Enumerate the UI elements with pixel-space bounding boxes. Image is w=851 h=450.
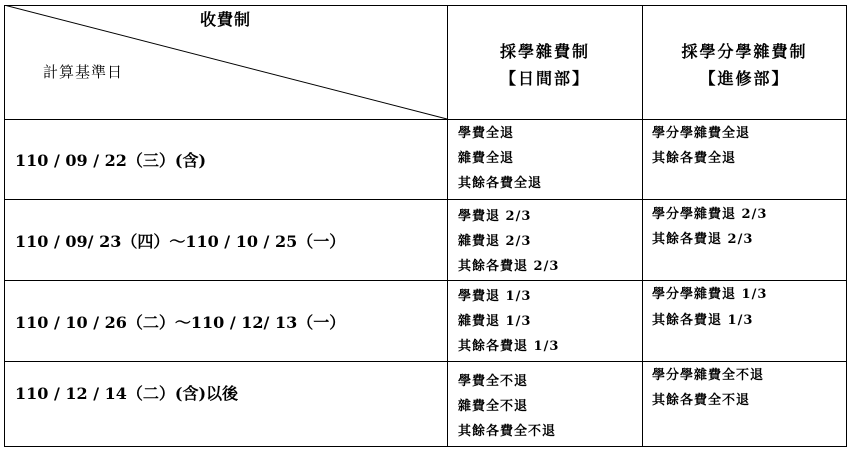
day-division-header-line2: 【日間部】 xyxy=(499,69,590,88)
night-refund-rule: 學分學雜費全不退 xyxy=(652,368,765,383)
day-refund-rule: 雜費全不退 xyxy=(458,399,529,414)
day-refund-rule: 雜費退 2/3 xyxy=(458,234,532,249)
day-refund-rule: 雜費全退 xyxy=(458,151,515,166)
day-refund-rule: 雜費退 1/3 xyxy=(458,314,532,329)
base-date-label: 計算基準日 xyxy=(43,63,124,81)
night-refund-rule: 其餘各費退 1/3 xyxy=(652,313,754,328)
night-refund-rule: 學分學雜費退 2/3 xyxy=(652,207,768,222)
day-refund-rule: 其餘各費退 2/3 xyxy=(458,259,560,274)
night-refund-rule: 學分學雜費全退 xyxy=(652,126,751,141)
day-refund-rule: 學費退 1/3 xyxy=(458,289,532,304)
table-border-right xyxy=(846,5,847,447)
day-refund-rule: 其餘各費退 1/3 xyxy=(458,339,560,354)
period-label: 110 / 12 / 14（二）(含)以後 xyxy=(15,384,239,403)
day-refund-rule: 其餘各費全不退 xyxy=(458,424,557,439)
period-label: 110 / 10 / 26（二）～110 / 12/ 13（一） xyxy=(15,313,346,332)
night-refund-rule: 其餘各費全不退 xyxy=(652,393,751,408)
day-refund-rule: 學費退 2/3 xyxy=(458,209,532,224)
table-border-bottom xyxy=(4,446,847,447)
period-label: 110 / 09/ 23（四）～110 / 10 / 25（一） xyxy=(15,232,346,251)
day-refund-rule: 其餘各費全退 xyxy=(458,176,543,191)
night-refund-rule: 其餘各費退 2/3 xyxy=(652,232,754,247)
day-refund-rule: 學費全退 xyxy=(458,126,515,141)
row-divider xyxy=(4,361,847,362)
refund-schedule-table xyxy=(4,5,847,447)
night-division-header-line2: 【進修部】 xyxy=(699,69,790,88)
night-refund-rule: 學分學雜費退 1/3 xyxy=(652,287,768,302)
row-divider xyxy=(4,199,847,200)
period-label: 110 / 09 / 22（三）(含) xyxy=(15,151,207,170)
row-divider xyxy=(4,280,847,281)
fee-system-label: 收費制 xyxy=(200,10,252,29)
day-division-header-line1: 採學雜費制 xyxy=(499,42,590,61)
night-division-header-line1: 採學分學雜費制 xyxy=(681,42,808,61)
night-refund-rule: 其餘各費全退 xyxy=(652,151,737,166)
day-refund-rule: 學費全不退 xyxy=(458,374,529,389)
